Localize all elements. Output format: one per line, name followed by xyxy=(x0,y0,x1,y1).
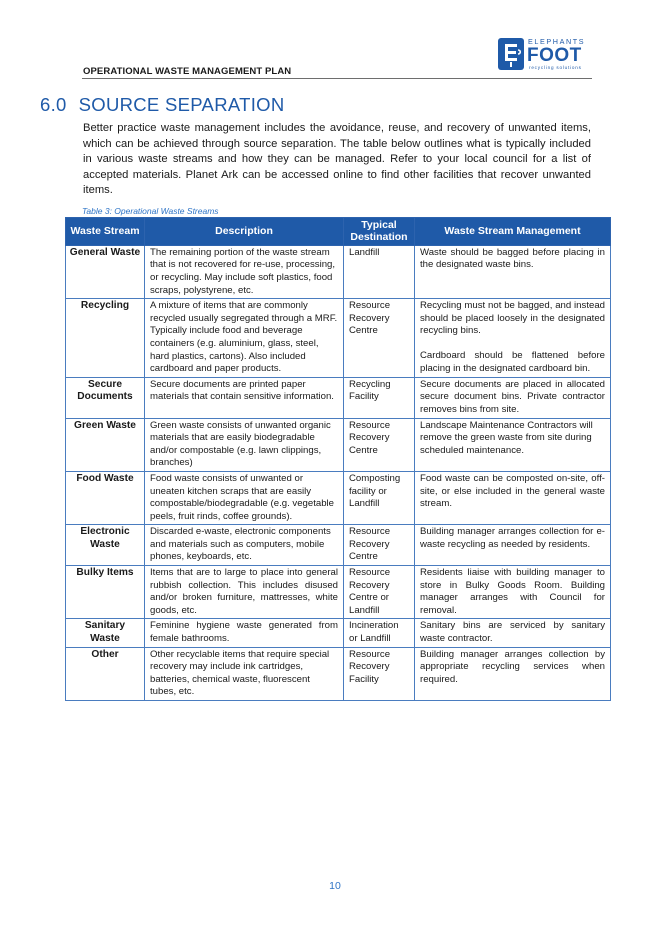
description-cell: The remaining portion of the waste stream that is not recovered for re-use, processing, or recycling. May include soft plastics, food scraps, polystyrene, etc. xyxy=(145,245,344,298)
intro-paragraph: Better practice waste management includes the avoidance, reuse, and recovery of unwanted items, which can be achieved through source separation. The table below outlines what is typically included in various waste streams and how they can be managed. Refer to your local council for a list of accepted materials. Planet Ark can be accessed online to find other facilities that recover unwanted items. xyxy=(83,122,591,197)
table-row xyxy=(66,418,611,471)
destination-cell: Landfill xyxy=(344,245,415,298)
destination-cell: Resource Recovery Centre xyxy=(344,525,415,566)
destination-cell: Incineration or Landfill xyxy=(344,619,415,647)
management-cell xyxy=(415,418,611,471)
waste-stream-cell: Electronic Waste xyxy=(66,525,145,566)
waste-stream-cell: Recycling xyxy=(66,299,145,378)
description-cell: Secure documents are printed paper materials that contain sensitive information. xyxy=(145,377,344,418)
management-cell xyxy=(415,377,611,418)
column-header-typical-destination: Typical Destination xyxy=(344,218,415,246)
destination-cell: Composting facility or Landfill xyxy=(344,471,415,524)
management-text: Landscape Maintenance Contractors will remove the green waste from site during scheduled maintenance. xyxy=(420,419,593,456)
page-number: 10 xyxy=(329,880,341,892)
destination-cell: Recycling Facility xyxy=(344,377,415,418)
destination-cell: Resource Recovery Centre or Landfill xyxy=(344,566,415,619)
waste-stream-cell: Other xyxy=(66,647,145,700)
management-cell xyxy=(415,566,611,619)
document-header-title: OPERATIONAL WASTE MANAGEMENT PLAN xyxy=(83,66,292,77)
management-text: Secure documents are placed in allocated secure document bins. Private contractor removes bins from site. xyxy=(420,378,605,415)
column-header-description: Description xyxy=(145,218,344,246)
table-caption: Table 3: Operational Waste Streams xyxy=(82,206,219,216)
table-row xyxy=(66,245,611,298)
waste-stream-cell: Bulky Items xyxy=(66,566,145,619)
destination-cell: Resource Recovery Centre xyxy=(344,299,415,378)
table-row xyxy=(66,471,611,524)
management-text: Residents liaise with building manager to store in Bulky Goods Room. Building manager arranges with Council for removal. xyxy=(420,567,605,616)
management-cell xyxy=(415,299,611,378)
table-row xyxy=(66,377,611,418)
logo-top-text: ELEPHANTS xyxy=(528,37,586,46)
section-heading xyxy=(40,94,285,116)
management-text: Cardboard should be flattened before placing in the designated cardboard bin. xyxy=(420,349,605,374)
table-row xyxy=(66,566,611,619)
description-cell: Feminine hygiene waste generated from female bathrooms. xyxy=(145,619,344,647)
logo-main-text: FOOT xyxy=(527,45,582,66)
section-title: SOURCE SEPARATION xyxy=(78,94,285,115)
waste-stream-cell: Secure Documents xyxy=(66,377,145,418)
table-row xyxy=(66,619,611,647)
destination-cell: Resource Recovery Centre xyxy=(344,418,415,471)
management-cell xyxy=(415,647,611,700)
description-cell: Green waste consists of unwanted organic materials that are easily biodegradable and/or compostable (e.g. lawn clippings, branches) xyxy=(145,418,344,471)
waste-stream-cell: General Waste xyxy=(66,245,145,298)
management-cell xyxy=(415,525,611,566)
description-cell: Items that are to large to place into general rubbish collection. This includes disused and/or broken furniture, mattresses, white goods, etc. xyxy=(145,566,344,619)
waste-stream-cell: Green Waste xyxy=(66,418,145,471)
header-divider xyxy=(82,78,592,79)
logo-tagline: recycling solutions xyxy=(529,65,582,70)
waste-stream-cell: Sanitary Waste xyxy=(66,619,145,647)
description-cell: Food waste consists of unwanted or uneaten kitchen scraps that are easily compostable/biodegradable (e.g. vegetable peels, fruit rinds, coffee grounds). xyxy=(145,471,344,524)
waste-stream-cell: Food Waste xyxy=(66,471,145,524)
management-text: Food waste can be composted on-site, off-site, or else included in the general waste stream. xyxy=(420,472,605,510)
table-row xyxy=(66,299,611,378)
management-cell xyxy=(415,245,611,298)
column-header-waste-stream: Waste Stream xyxy=(66,218,145,246)
management-cell xyxy=(415,471,611,524)
description-cell: Discarded e-waste, electronic components and materials such as computers, mobile phones, keyboards, etc. xyxy=(145,525,344,566)
management-text: Waste should be bagged before placing in the designated waste bins. xyxy=(420,246,605,271)
management-text: Building manager arranges collection by appropriate recycling services when required. xyxy=(420,648,605,685)
description-cell: A mixture of items that are commonly recycled usually segregated through a MRF. Typically include food and beverage containers (e.g. aluminium, glass, steel, hard plastics, cartons). Also included cardboard and paper products. xyxy=(145,299,344,378)
table-row xyxy=(66,525,611,566)
table-header-row xyxy=(66,218,611,246)
management-text: Building manager arranges collection for e-waste recycling as needed by residents. xyxy=(420,526,605,550)
management-cell xyxy=(415,619,611,647)
destination-cell: Resource Recovery Facility xyxy=(344,647,415,700)
waste-streams-table xyxy=(65,217,611,701)
table-row xyxy=(66,647,611,700)
description-cell: Other recyclable items that require special recovery may include ink cartridges, batteries, chemical waste, fluorescent tubes, etc. xyxy=(145,647,344,700)
elephants-foot-logo-icon xyxy=(497,36,593,72)
management-text: Sanitary bins are serviced by sanitary waste contractor. xyxy=(420,620,605,645)
section-number: 6.0 xyxy=(40,94,67,115)
column-header-waste-stream-management: Waste Stream Management xyxy=(415,218,611,246)
management-text: Recycling must not be bagged, and instead should be placed loosely in the designated recycling bins. xyxy=(420,300,605,337)
